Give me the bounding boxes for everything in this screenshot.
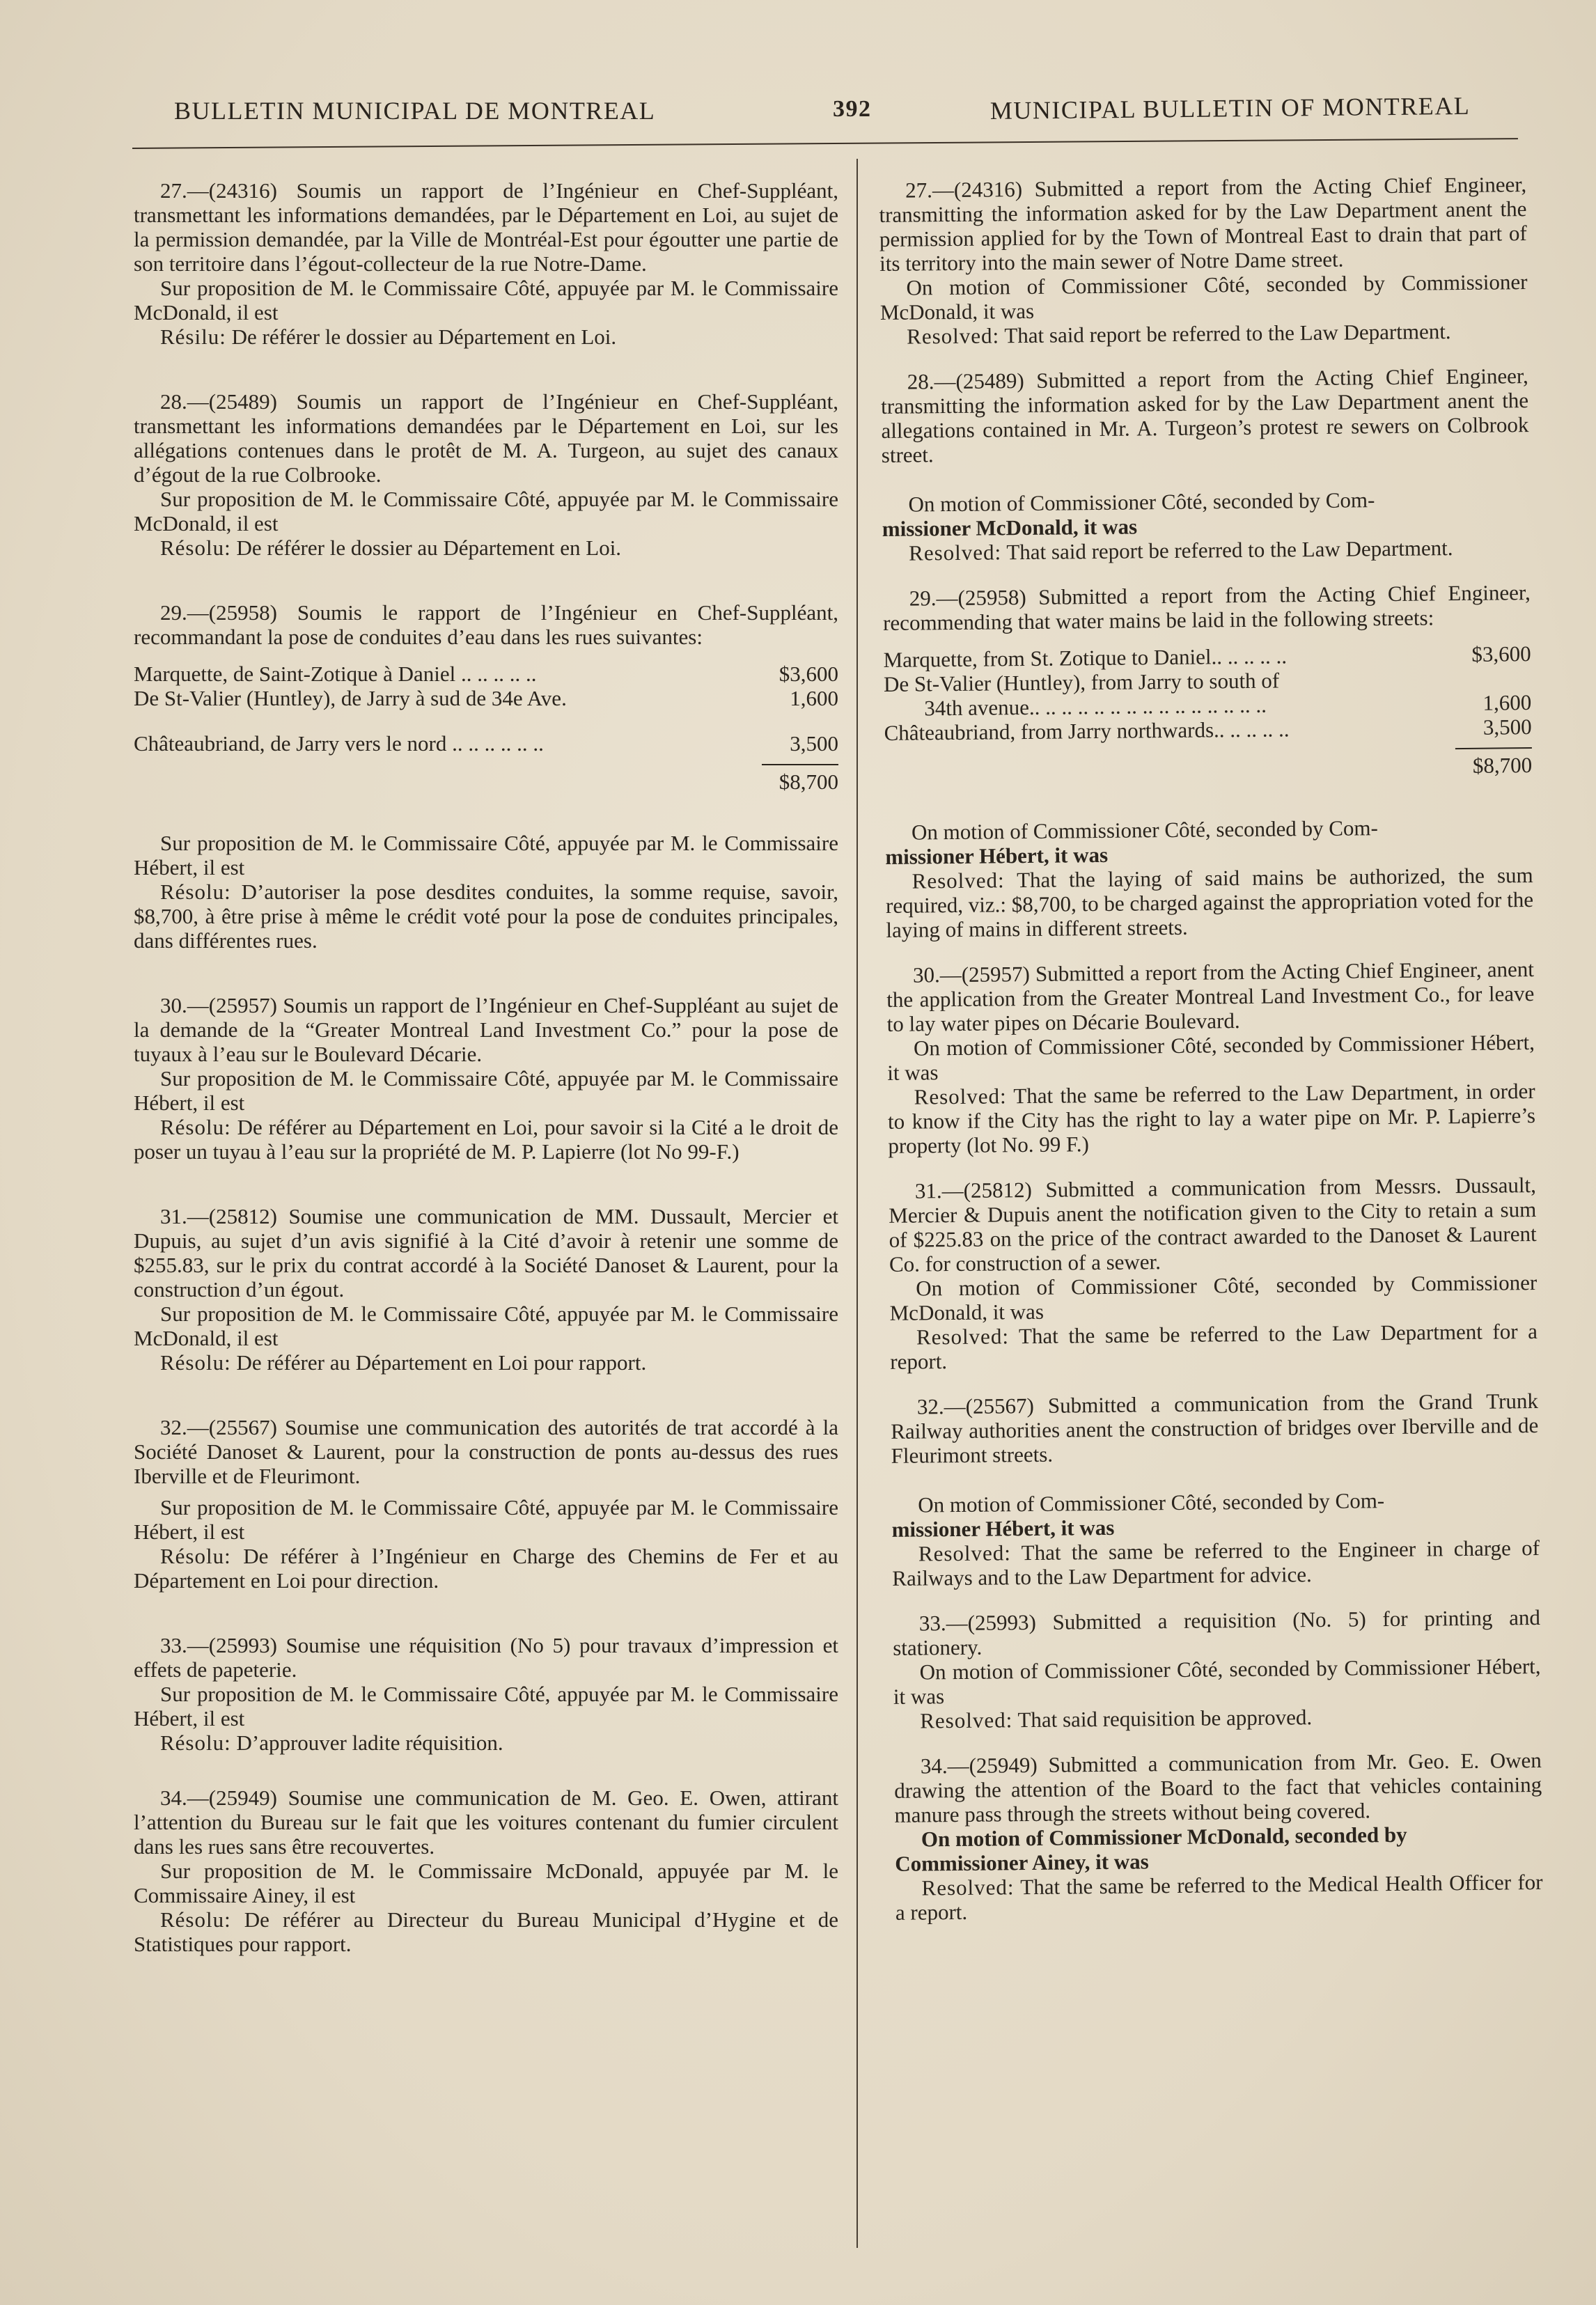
en-item-32-res-label: Resolved: [918, 1540, 1012, 1566]
en-item-32-text: 32.—(25567) Submitted a communication from the Grand Trunk Railway authorities anent the construction of bridges over Iberville and de Fleurimont streets. [891, 1388, 1539, 1468]
en-list-row: De St-Valier (Huntley), from Jarry to south of [883, 668, 1280, 696]
en-item-33-res-text: That said requisition be approved. [1017, 1705, 1313, 1733]
column-divider [856, 159, 858, 2248]
fr-item-32-motion: Sur proposition de M. le Commissaire Côté, appuyée par M. le Commissaire Hébert, il est [134, 1495, 838, 1544]
fr-item-34-res-label: Résolu: [160, 1907, 231, 1932]
fr-item-29-total: $8,700 [779, 769, 838, 794]
en-item-28-motion: On motion of Commissioner Côté, seconded by Com- missioner McDonald, it was [882, 487, 1375, 541]
fr-item-34 [134, 1786, 838, 1956]
en-item-29-resolution [886, 863, 1534, 942]
fr-item-34-resolution [134, 1907, 838, 1956]
fr-item-27-res-label: Résilu: [160, 325, 226, 349]
en-item-33 [893, 1605, 1542, 1733]
en-item-32 [891, 1389, 1540, 1591]
en-item-33-res-label: Resolved: [920, 1708, 1013, 1733]
fr-item-28-res-text: De référer le dossier au Département en Loi. [236, 536, 622, 560]
fr-item-29-resolution [134, 880, 838, 953]
fr-item-34-res-text: De référer au Directeur du Bureau Municipal d’Hygine et de Statistiques pour rapport. [134, 1907, 838, 1956]
fr-item-29-motion: Sur proposition de M. le Commissaire Côté, appuyée par M. le Commissaire Hébert, il est [134, 831, 838, 880]
en-item-30 [886, 957, 1536, 1158]
fr-item-28-resolution [134, 536, 838, 560]
english-column [879, 172, 1543, 1925]
fr-item-27-res-text: De référer le dossier au Département en Loi. [231, 325, 617, 349]
en-item-31-text: 31.—(25812) Submitted a communication from Messrs. Dussault, Mercier & Dupuis anent the notification given to the City to retain a sum of $225.83 on the price of the contract awarded to the Danoset & Laurent Co. for construction of a sewer. [889, 1173, 1537, 1276]
en-item-29-total: $8,700 [1472, 753, 1533, 778]
en-item-32-resolution [892, 1536, 1540, 1591]
en-item-34-motion: On motion of Commissioner McDonald, seconded by Commissioner Ainey, it was [895, 1822, 1407, 1876]
fr-item-30-motion: Sur proposition de M. le Commissaire Côté, appuyée par M. le Commissaire Hébert, il est [134, 1066, 838, 1115]
en-item-28-res-label: Resolved: [908, 540, 1002, 565]
fr-list-row: Marquette, de Saint-Zotique à Daniel .. .. .. .. .. $3,600 [134, 662, 838, 686]
en-item-30-text: 30.—(25957) Submitted a report from the Acting Chief Engineer, anent the application from the Greater Montreal Land Investment Co., for leave to lay water pipes on Décarie Boulevard. [886, 957, 1535, 1036]
fr-item-28 [134, 389, 838, 560]
fr-item-28-text: 28.—(25489) Soumis un rapport de l’Ingénieur en Chef-Suppléant, transmettant les informations demandées par le Département en Loi, sur les allégations contenues dans le protêt de M. A. Turgeon, au sujet des canaux d’égout de la rue Colbrooke. [134, 389, 838, 487]
fr-item-29-res-label: Résolu: [160, 880, 231, 904]
en-item-34-text: 34.—(25949) Submitted a communication from Mr. Geo. E. Owen drawing the attention of the Board to the fact that vehicles containing manure pass through the streets without being covered. [894, 1747, 1542, 1827]
fr-item-29-list [134, 662, 838, 794]
fr-item-27-motion: Sur proposition de M. le Commissaire Côté, appuyée par M. le Commissaire McDonald, il est [134, 276, 838, 325]
en-item-29 [883, 580, 1534, 942]
en-item-27-res-label: Resolved: [907, 323, 1000, 349]
en-item-30-res-label: Resolved: [914, 1084, 1007, 1109]
en-item-28-text: 28.—(25489) Submitted a report from the Acting Chief Engineer, transmitting the information asked for by the Law Department anent the allegations contained in Mr. A. Turgeon’s protest re sewers on Colbrook street. [880, 364, 1529, 467]
fr-item-33 [134, 1633, 838, 1755]
fr-item-27 [134, 178, 838, 349]
en-item-30-res-text: That the same be referred to the Law Department, in order to know if the City has the right to lay a water pipe on Mr. P. Lapierre’s property (lot No. 99 F.) [887, 1079, 1536, 1158]
fr-item-34-motion: Sur proposition de M. le Commissaire McDonald, appuyée par M. le Commissaire Ainey, il est [134, 1859, 838, 1907]
en-item-29-list [883, 641, 1532, 783]
fr-item-34-text: 34.—(25949) Soumise une communication de M. Geo. E. Owen, attirant l’attention du Bureau sur le fait que les voitures contenant du fumier circulent dans les rues sans être recouvertes. [134, 1786, 838, 1859]
fr-item-31-res-label: Résolu: [160, 1350, 231, 1375]
en-list-row: Châteaubriand, from Jarry northwards.. .. .. .. .. 3,500 [884, 714, 1532, 745]
page-number: 392 [833, 96, 872, 122]
fr-item-31 [134, 1204, 838, 1375]
en-item-31-motion: On motion of Commissioner Côté, seconded by Commissioner McDonald, it was [889, 1270, 1538, 1325]
en-item-32-res-text: That the same be referred to the Engineer in charge of Railways and to the Law Department for advice. [892, 1535, 1540, 1591]
en-item-28 [881, 364, 1531, 565]
en-item-27 [879, 172, 1528, 349]
header-right-title: MUNICIPAL BULLETIN OF MONTREAL [989, 91, 1471, 125]
en-item-33-text: 33.—(25993) Submitted a requisition (No. 5) for printing and stationery. [893, 1604, 1541, 1660]
fr-item-31-motion: Sur proposition de M. le Commissaire Côté, appuyée par M. le Commissaire McDonald, il est [134, 1302, 838, 1350]
en-item-34-resolution [895, 1870, 1543, 1925]
en-item-28-res-text: That said report be referred to the Law Department. [1006, 536, 1453, 565]
fr-item-30 [134, 993, 838, 1164]
fr-item-32-resolution [134, 1544, 838, 1593]
fr-item-33-res-text: D’approuver ladite réquisition. [236, 1730, 503, 1755]
fr-item-31-resolution [134, 1350, 838, 1375]
fr-item-27-resolution [134, 325, 838, 349]
en-item-27-text: 27.—(24316) Submitted a report from the Acting Chief Engineer, transmitting the information asked for by the Law Department anent the permission applied for by the Town of Montreal East to drain that part of its territory into the main sewer of Notre Dame street. [879, 172, 1527, 276]
en-item-29-res-text: That the laying of said mains be authorized, the sum required, viz.: $8,700, to be charged against the appropriation voted for the laying of mains in different streets. [885, 863, 1534, 942]
en-list-row: Marquette, from St. Zotique to Daniel.. .. .. .. .. $3,600 [883, 641, 1531, 672]
fr-item-30-text: 30.—(25957) Soumis un rapport de l’Ingénieur en Chef-Suppléant au sujet de la demande de la “Greater Montreal Land Investment Co.” pour la pose de tuyaux à l’eau sur le Boulevard Décarie. [134, 993, 838, 1066]
en-item-31-res-text: That the same be referred to the Law Department for a report. [890, 1318, 1538, 1374]
fr-item-32-res-label: Résolu: [160, 1544, 231, 1568]
en-total-rule [1455, 747, 1532, 749]
en-item-34-res-label: Resolved: [921, 1875, 1015, 1900]
fr-item-29 [134, 600, 838, 953]
header-left-title: BULLETIN MUNICIPAL DE MONTREAL [174, 97, 656, 125]
en-item-30-resolution [887, 1079, 1535, 1158]
fr-total-rule [762, 764, 838, 765]
en-item-30-motion: On motion of Commissioner Côté, seconded by Commissioner Hébert, it was [887, 1030, 1535, 1085]
french-column [134, 178, 838, 1956]
fr-item-32-text: 32.—(25567) Soumise une communication des autorités de trat accordé à la Société Danoset & Laurent, pour la construction de ponts au-dessus des rues Iberville et de Fleurimont. [134, 1415, 838, 1488]
fr-item-33-res-label: Résolu: [160, 1730, 231, 1755]
en-item-33-motion: On motion of Commissioner Côté, seconded by Commissioner Hébert, it was [893, 1653, 1541, 1709]
en-item-29-motion: On motion of Commissioner Côté, seconded by Com- missioner Hébert, it was [885, 815, 1379, 869]
en-list-row: 34th avenue.. .. .. .. .. .. .. .. .. .. .. .. .. .. .. 1,600 [924, 690, 1532, 721]
en-item-29-text: 29.—(25958) Submitted a report from the Acting Chief Engineer, recommending that water mains be laid in the following streets: [882, 580, 1531, 635]
fr-item-33-resolution [134, 1730, 838, 1755]
en-item-31-resolution [890, 1319, 1538, 1374]
en-item-32-motion: On motion of Commissioner Côté, seconded by Com- missioner Hébert, it was [891, 1488, 1385, 1542]
en-item-27-res-text: That said report be referred to the Law Department. [1004, 319, 1451, 348]
fr-item-32 [134, 1415, 838, 1593]
fr-item-28-res-label: Résolu: [160, 536, 231, 560]
fr-item-29-text: 29.—(25958) Soumis le rapport de l’Ingénieur en Chef-Suppléant, recommandant la pose de conduites d’eau dans les rues suivantes: [134, 600, 838, 649]
en-item-31-res-label: Resolved: [916, 1324, 1010, 1350]
fr-list-row: Châteaubriand, de Jarry vers le nord .. .. .. .. .. .. 3,500 [134, 731, 838, 756]
fr-item-30-resolution [134, 1115, 838, 1164]
fr-item-33-text: 33.—(25993) Soumise une réquisition (No 5) pour travaux d’impression et effets de papeterie. [134, 1633, 838, 1682]
fr-item-31-res-text: De référer au Département en Loi pour rapport. [236, 1350, 647, 1375]
en-item-34-res-text: That the same be referred to the Medical Health Officer for a report. [895, 1869, 1543, 1925]
en-item-31 [889, 1173, 1538, 1374]
fr-item-31-text: 31.—(25812) Soumise une communication de MM. Dussault, Mercier et Dupuis, au sujet d’un avis signifié à la Cité d’avoir à retenir une somme de $255.83, sur le prix du contrat accordé à la Société Danoset & Laurent, pour la construction d’un égout. [134, 1204, 838, 1302]
fr-item-27-text: 27.—(24316) Soumis un rapport de l’Ingénieur en Chef-Suppléant, transmettant les informations demandées, par le Département en Loi, au sujet de la permission demandée, par la Ville de Montréal-Est pour égoutter une partie de son territoire dans l’égout-collecteur de la rue Notre-Dame. [134, 178, 838, 276]
en-item-34 [894, 1748, 1543, 1925]
fr-item-29-res-text: D’autoriser la pose desdites conduites, la somme requise, savoir, $8,700, à être prise à même le crédit voté pour la pose de conduites principales, dans différentes rues. [134, 880, 838, 953]
fr-item-28-motion: Sur proposition de M. le Commissaire Côté, appuyée par M. le Commissaire McDonald, il est [134, 487, 838, 536]
en-item-27-motion: On motion of Commissioner Côté, seconded by Commissioner McDonald, it was [879, 269, 1528, 325]
fr-item-33-motion: Sur proposition de M. le Commissaire Côté, appuyée par M. le Commissaire Hébert, il est [134, 1682, 838, 1730]
fr-item-30-res-label: Résolu: [160, 1115, 231, 1139]
en-item-29-res-label: Resolved: [912, 868, 1005, 893]
fr-item-30-res-text: De référer au Département en Loi, pour savoir si la Cité a le droit de poser un tuyau à l’eau sur la propriété de M. P. Lapierre (lot No 99-F.) [134, 1115, 839, 1164]
header-rule [132, 138, 1518, 149]
fr-item-32-res-text: De référer à l’Ingénieur en Charge des Chemins de Fer et au Département en Loi pour direction. [134, 1544, 839, 1593]
fr-list-row: De St-Valier (Huntley), de Jarry à sud de 34e Ave. 1,600 [134, 686, 838, 710]
